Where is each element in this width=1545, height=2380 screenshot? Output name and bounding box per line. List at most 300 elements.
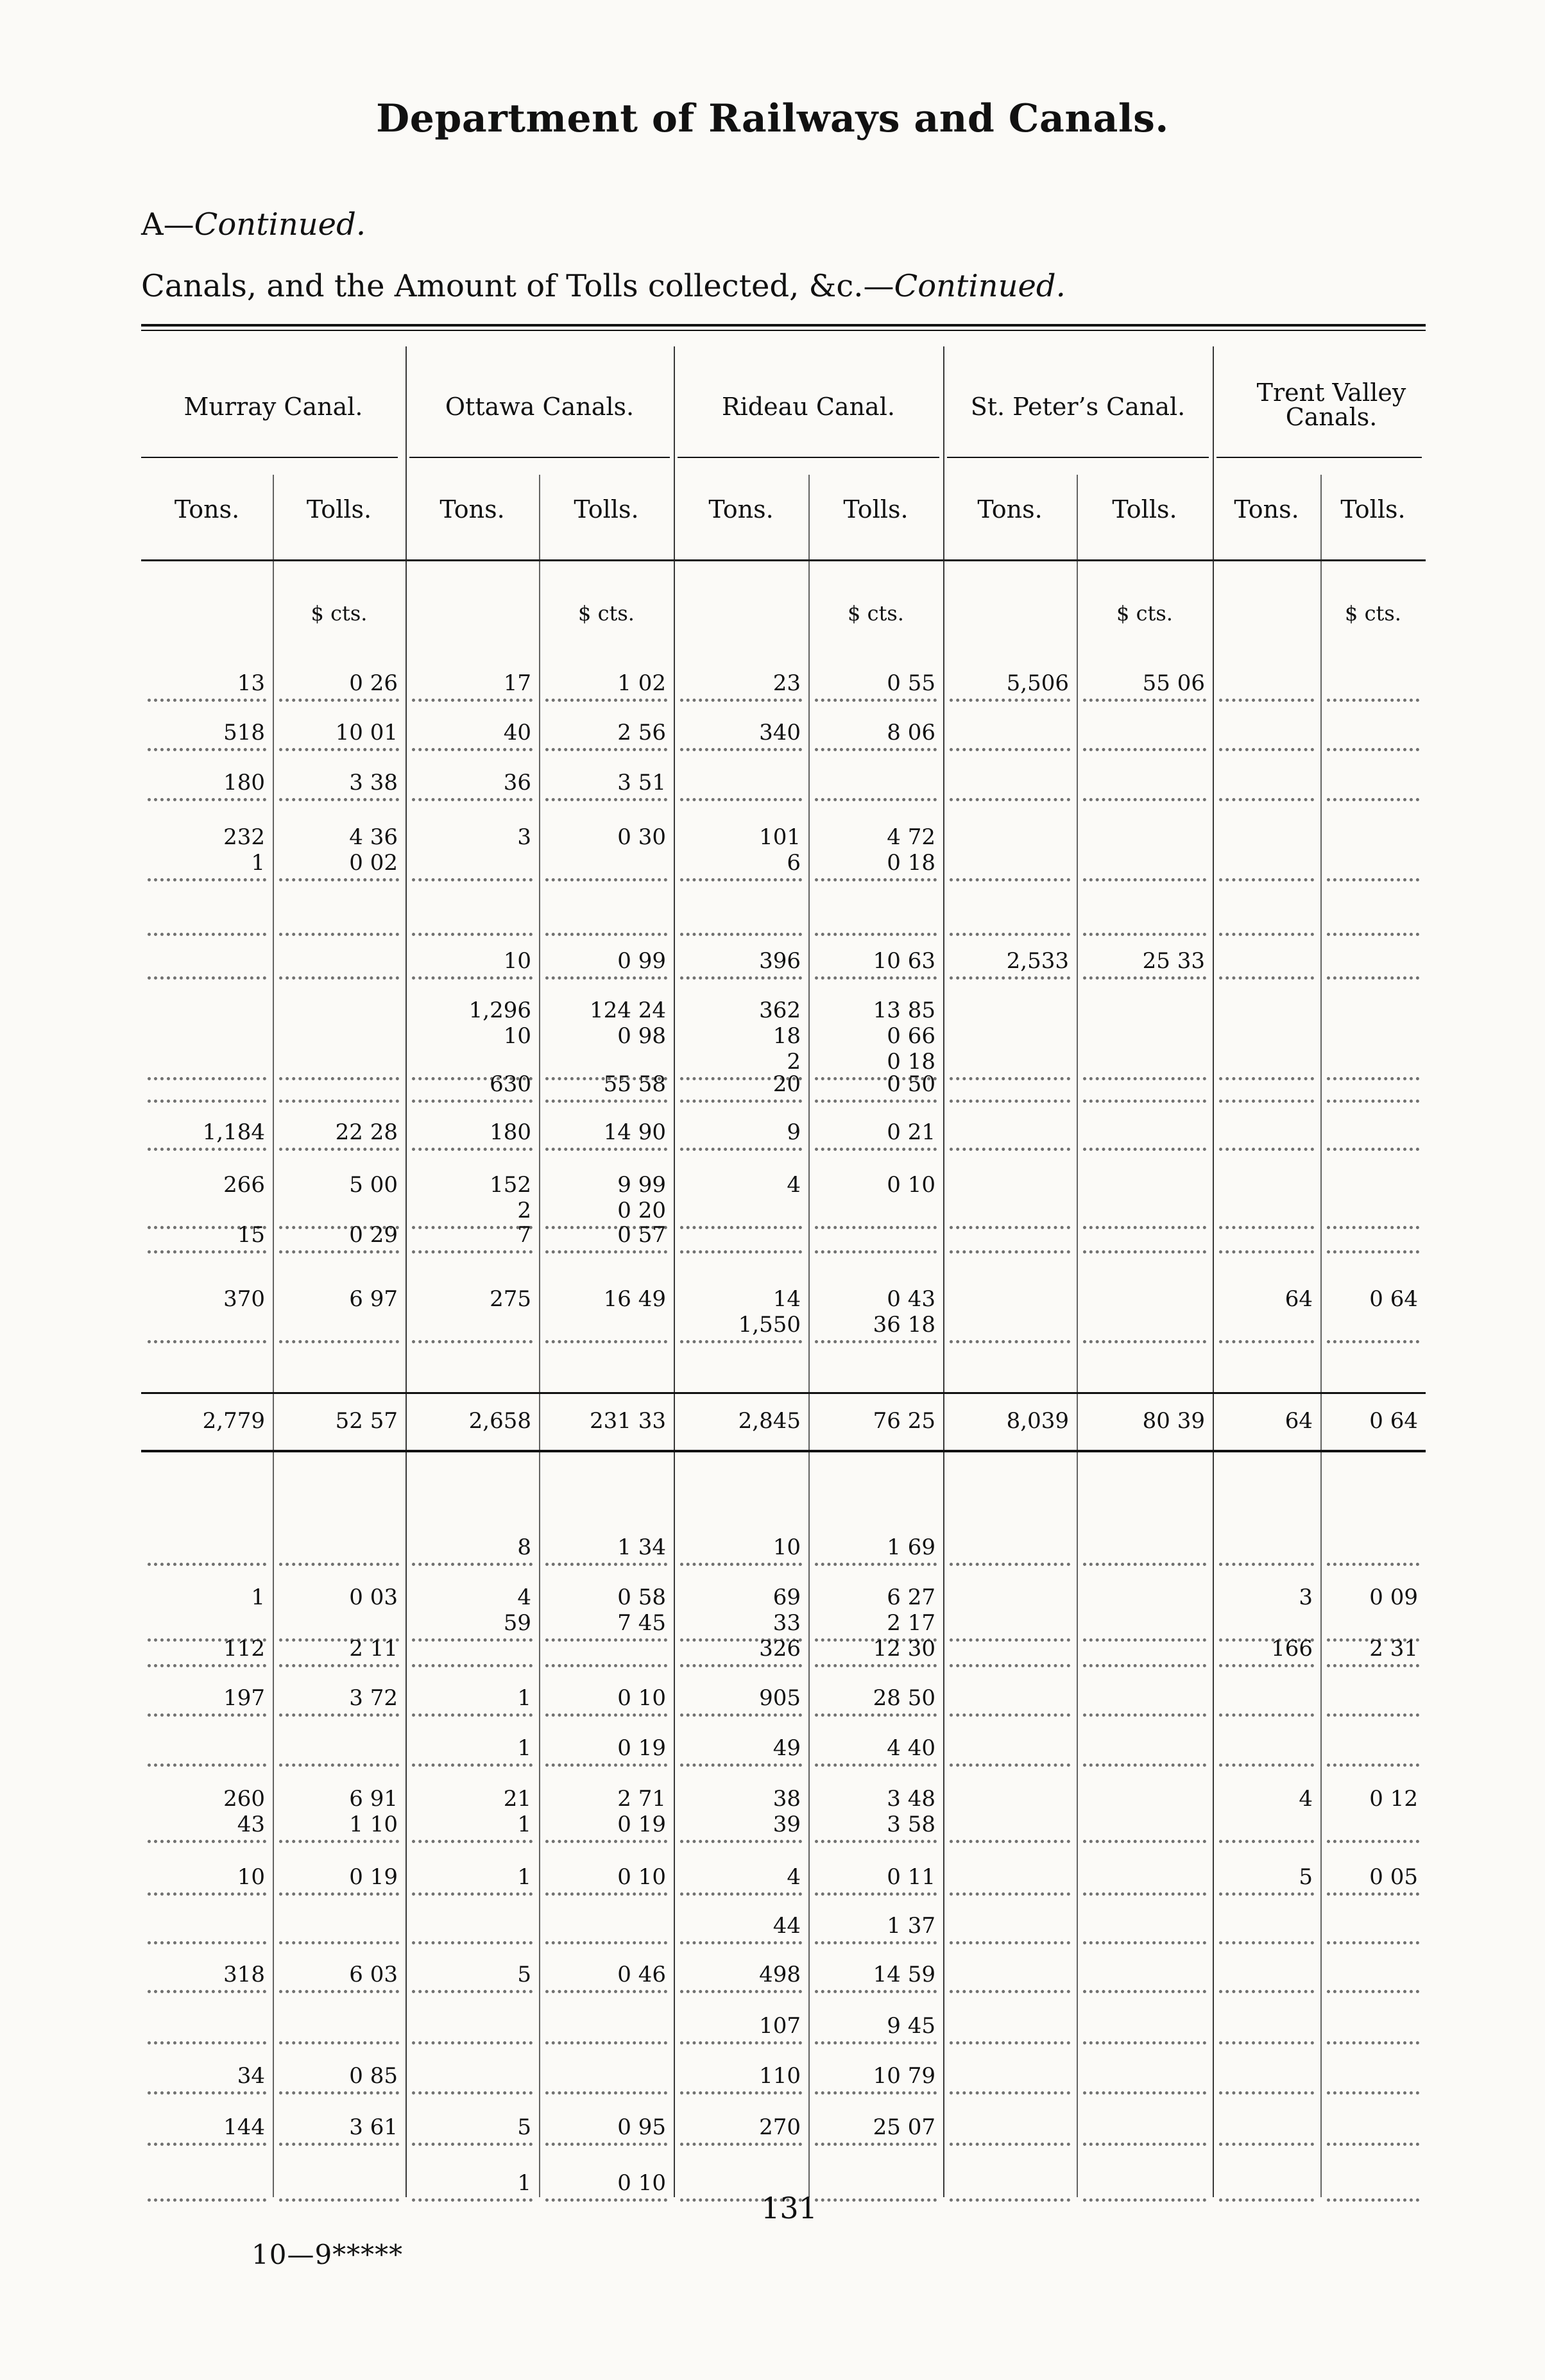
leader-dots: [950, 933, 1070, 936]
table-cell: 13: [237, 670, 265, 696]
total-cell: 52 57: [335, 1408, 398, 1434]
table-cell: 64: [1285, 1286, 1313, 1312]
table-cell: 17: [503, 670, 531, 696]
leader-dots: [148, 1713, 266, 1717]
table-cell: 180: [490, 1119, 531, 1145]
leader-dots: [950, 1892, 1070, 1896]
group-divider: [405, 346, 407, 2197]
total-cell: 2,658: [468, 1408, 531, 1434]
leader-dots: [279, 1764, 399, 1767]
table-cell: 5,506: [1006, 670, 1069, 696]
leader-dots: [279, 1840, 399, 1843]
leader-dots: [950, 798, 1070, 801]
table-cell: 1 10: [349, 1812, 398, 1837]
table-cell: 20: [772, 1071, 801, 1097]
leader-dots: [412, 699, 533, 702]
leader-dots: [950, 1840, 1070, 1843]
leader-dots: [680, 1713, 802, 1717]
leader-dots: [412, 1713, 533, 1717]
leader-dots: [1083, 1664, 1206, 1667]
table-cell: 4: [787, 1172, 801, 1198]
signature-mark: 10—9*****: [252, 2239, 404, 2270]
header-rule: [1216, 457, 1422, 458]
table-cell: 10: [237, 1864, 265, 1890]
leader-dots: [545, 1840, 667, 1843]
leader-dots: [815, 2041, 937, 2044]
table-cell: 0 09: [1369, 1585, 1418, 1610]
leader-dots: [545, 798, 667, 801]
table-cell: 1: [251, 850, 265, 876]
leader-dots: [1219, 798, 1314, 801]
leader-dots: [545, 699, 667, 702]
table-cell: 16 49: [603, 1286, 666, 1312]
leader-dots: [950, 1664, 1070, 1667]
table-cell: 0 99: [617, 948, 666, 974]
leader-dots: [815, 2143, 937, 2146]
table-cell: 6: [787, 850, 801, 876]
table-cell: 270: [759, 2114, 801, 2140]
leader-dots: [1327, 1764, 1419, 1767]
leader-dots: [950, 878, 1070, 881]
table-cell: 0 26: [349, 670, 398, 696]
leader-dots: [1083, 1226, 1206, 1229]
leader-dots: [545, 748, 667, 751]
table-cell: 40: [503, 720, 531, 745]
table-cell: 36 18: [873, 1312, 935, 1338]
table-cell: 0 19: [617, 1812, 666, 1837]
total-cell: 2,845: [738, 1408, 801, 1434]
unit-label: $ cts.: [311, 601, 368, 625]
table-cell: 0 43: [887, 1286, 935, 1312]
leader-dots: [1327, 1713, 1419, 1717]
leader-dots: [950, 976, 1070, 980]
table-cell: 55 58: [603, 1071, 666, 1097]
table-cell: 0 55: [887, 670, 935, 696]
table-cell: 2,533: [1006, 948, 1069, 974]
leader-dots: [1327, 2143, 1419, 2146]
table-cell: 1,550: [738, 1312, 801, 1338]
table-cell: 34: [237, 2063, 265, 2089]
leader-dots: [1219, 748, 1314, 751]
canal-header: Rideau Canal.: [722, 393, 895, 421]
leader-dots: [950, 2091, 1070, 2095]
table-cell: 0 58: [617, 1585, 666, 1610]
table-cell: 101: [759, 824, 801, 850]
leader-dots: [1327, 1840, 1419, 1843]
unit-label: $ cts.: [1116, 601, 1173, 625]
header-rule: [678, 457, 939, 458]
column-header: Tons.: [708, 495, 774, 523]
leader-dots: [1219, 2198, 1314, 2202]
table-cell: 33: [772, 1610, 801, 1636]
leader-dots: [1327, 699, 1419, 702]
leader-dots: [545, 1563, 667, 1566]
canal-header: St. Peter’s Canal.: [970, 393, 1186, 421]
table-cell: 2: [787, 1049, 801, 1075]
table-cell: 1,184: [202, 1119, 265, 1145]
table-cell: 124 24: [590, 998, 666, 1023]
leader-dots: [950, 1250, 1070, 1254]
table-cell: 22 28: [335, 1119, 398, 1145]
leader-dots: [1083, 2091, 1206, 2095]
table-cell: 18: [772, 1023, 801, 1049]
section-label: [141, 207, 366, 242]
top-rule-thin: [141, 330, 1426, 331]
leader-dots: [412, 1892, 533, 1896]
table-cell: 4 72: [887, 824, 935, 850]
leader-dots: [148, 1077, 266, 1080]
table-cell: 0 64: [1369, 1286, 1418, 1312]
leader-dots: [148, 1941, 266, 1944]
leader-dots: [148, 1148, 266, 1151]
leader-dots: [148, 878, 266, 881]
table-cell: 14: [772, 1286, 801, 1312]
canal-header: Murray Canal.: [184, 393, 363, 421]
table-cell: 10: [772, 1534, 801, 1560]
leader-dots: [1219, 1100, 1314, 1103]
leader-dots: [680, 1148, 802, 1151]
leader-dots: [680, 1664, 802, 1667]
table-cell: 3 58: [887, 1812, 935, 1837]
leader-dots: [815, 1764, 937, 1767]
leader-dots: [815, 1148, 937, 1151]
leader-dots: [1327, 1148, 1419, 1151]
subtitle-main: Canals, and the Amount of Tolls collected, &c.—: [141, 268, 894, 304]
table-cell: 340: [759, 720, 801, 745]
leader-dots: [1219, 1892, 1314, 1896]
leader-dots: [1219, 1664, 1314, 1667]
table-cell: 232: [223, 824, 265, 850]
leader-dots: [680, 1990, 802, 1993]
table-cell: 36: [503, 770, 531, 795]
table-cell: 197: [223, 1685, 265, 1711]
leader-dots: [279, 1077, 399, 1080]
leader-dots: [815, 1941, 937, 1944]
leader-dots: [1327, 1077, 1419, 1080]
table-cell: 49: [772, 1735, 801, 1761]
column-header: Tolls.: [1112, 495, 1177, 523]
leader-dots: [1327, 1100, 1419, 1103]
leader-dots: [1327, 1990, 1419, 1993]
leader-dots: [1327, 1892, 1419, 1896]
table-cell: 0 05: [1369, 1864, 1418, 1890]
column-header: Tons.: [1234, 495, 1299, 523]
leader-dots: [680, 798, 802, 801]
leader-dots: [680, 878, 802, 881]
total-cell: 231 33: [590, 1408, 666, 1434]
leader-dots: [545, 1250, 667, 1254]
table-cell: 370: [223, 1286, 265, 1312]
total-cell: 80 39: [1142, 1408, 1205, 1434]
table-cell: 1: [251, 1585, 265, 1610]
leader-dots: [1083, 1250, 1206, 1254]
leader-dots: [1327, 2091, 1419, 2095]
table-cell: 4 40: [887, 1735, 935, 1761]
leader-dots: [950, 1764, 1070, 1767]
leader-dots: [815, 798, 937, 801]
canal-header: Ottawa Canals.: [445, 393, 635, 421]
leader-dots: [545, 933, 667, 936]
table-cell: 0 02: [349, 850, 398, 876]
table-cell: 14 90: [603, 1119, 666, 1145]
leader-dots: [1083, 933, 1206, 936]
leader-dots: [680, 748, 802, 751]
leader-dots: [148, 1100, 266, 1103]
table-cell: 15: [237, 1222, 265, 1248]
leader-dots: [1327, 2198, 1419, 2202]
leader-dots: [1083, 1077, 1206, 1080]
table-cell: 7: [517, 1222, 531, 1248]
column-header: Tolls.: [306, 495, 372, 523]
leader-dots: [1083, 878, 1206, 881]
leader-dots: [1083, 1563, 1206, 1566]
leader-dots: [1083, 1713, 1206, 1717]
leader-dots: [148, 1764, 266, 1767]
totals-bottom-rule: [141, 1450, 1426, 1452]
page-number: 131: [761, 2191, 817, 2225]
leader-dots: [680, 2041, 802, 2044]
leader-dots: [279, 976, 399, 980]
leader-dots: [1083, 798, 1206, 801]
table-cell: 905: [759, 1685, 801, 1711]
leader-dots: [1327, 1664, 1419, 1667]
leader-dots: [680, 1764, 802, 1767]
leader-dots: [680, 976, 802, 980]
leader-dots: [545, 976, 667, 980]
leader-dots: [545, 2091, 667, 2095]
leader-dots: [1327, 976, 1419, 980]
table-cell: 10: [503, 948, 531, 974]
leader-dots: [1083, 1840, 1206, 1843]
leader-dots: [279, 1713, 399, 1717]
leader-dots: [148, 2198, 266, 2202]
leader-dots: [815, 1713, 937, 1717]
table-cell: 6 27: [887, 1585, 935, 1610]
total-cell: 76 25: [873, 1408, 935, 1434]
leader-dots: [1219, 1340, 1314, 1343]
header-rule: [141, 457, 398, 458]
leader-dots: [1219, 1148, 1314, 1151]
leader-dots: [680, 933, 802, 936]
leader-dots: [1327, 1340, 1419, 1343]
table-cell: 0 98: [617, 1023, 666, 1049]
table-cell: 0 30: [617, 824, 666, 850]
leader-dots: [148, 748, 266, 751]
canal-header: Trent Valley Canals.: [1256, 378, 1406, 431]
leader-dots: [1327, 878, 1419, 881]
leader-dots: [950, 1100, 1070, 1103]
total-cell: 8,039: [1006, 1408, 1069, 1434]
leader-dots: [412, 798, 533, 801]
leader-dots: [279, 933, 399, 936]
table-cell: 2: [517, 1198, 531, 1223]
table-cell: 166: [1271, 1636, 1313, 1662]
total-cell: 2,779: [202, 1408, 265, 1434]
leader-dots: [545, 1990, 667, 1993]
leader-dots: [1327, 798, 1419, 801]
table-cell: 498: [759, 1962, 801, 1987]
leader-dots: [1219, 1563, 1314, 1566]
leader-dots: [148, 1563, 266, 1566]
table-cell: 112: [223, 1636, 265, 1662]
leader-dots: [148, 933, 266, 936]
leader-dots: [545, 1664, 667, 1667]
leader-dots: [815, 878, 937, 881]
leader-dots: [815, 2091, 937, 2095]
leader-dots: [148, 1340, 266, 1343]
table-cell: 318: [223, 1962, 265, 1987]
leader-dots: [680, 1941, 802, 1944]
table-cell: 1: [517, 1812, 531, 1837]
table-cell: 3 51: [617, 770, 666, 795]
table-cell: 9 45: [887, 2013, 935, 2039]
column-header: Tons.: [174, 495, 240, 523]
leader-dots: [1219, 1990, 1314, 1993]
leader-dots: [279, 1100, 399, 1103]
table-cell: 43: [237, 1812, 265, 1837]
table-cell: 10 01: [335, 720, 398, 745]
table-cell: 1: [517, 1685, 531, 1711]
leader-dots: [680, 1250, 802, 1254]
leader-dots: [950, 699, 1070, 702]
leader-dots: [1083, 2143, 1206, 2146]
table-cell: 0 20: [617, 1198, 666, 1223]
table-cell: 1: [517, 1864, 531, 1890]
table-cell: 4: [1299, 1786, 1313, 1812]
unit-label: $ cts.: [578, 601, 635, 625]
table-cell: 0 46: [617, 1962, 666, 1987]
leader-dots: [950, 1713, 1070, 1717]
table-cell: 144: [223, 2114, 265, 2140]
leader-dots: [815, 1340, 937, 1343]
section-letter: A—: [141, 207, 194, 242]
leader-dots: [279, 1941, 399, 1944]
leader-dots: [815, 748, 937, 751]
table-cell: 0 85: [349, 2063, 398, 2089]
leader-dots: [545, 1148, 667, 1151]
table-cell: 13 85: [873, 998, 935, 1023]
page-title: Department of Railways and Canals.: [376, 96, 1169, 141]
leader-dots: [279, 1892, 399, 1896]
column-header: Tolls.: [843, 495, 909, 523]
table-cell: 275: [490, 1286, 531, 1312]
table-cell: 3: [517, 824, 531, 850]
leader-dots: [412, 1148, 533, 1151]
leader-dots: [545, 1892, 667, 1896]
leader-dots: [412, 2143, 533, 2146]
table-cell: 0 10: [617, 1864, 666, 1890]
table-cell: 326: [759, 1636, 801, 1662]
table-cell: 0 10: [617, 2170, 666, 2196]
leader-dots: [680, 1892, 802, 1896]
leader-dots: [1083, 1764, 1206, 1767]
table-cell: 1 34: [617, 1534, 666, 1560]
leader-dots: [279, 1664, 399, 1667]
leader-dots: [545, 1941, 667, 1944]
table-cell: 6 03: [349, 1962, 398, 1987]
leader-dots: [148, 699, 266, 702]
table-cell: 2 17: [887, 1610, 935, 1636]
leader-dots: [279, 1990, 399, 1993]
table-cell: 0 12: [1369, 1786, 1418, 1812]
table-cell: 0 21: [887, 1119, 935, 1145]
leader-dots: [279, 878, 399, 881]
table-cell: 5: [517, 1962, 531, 1987]
leader-dots: [545, 1713, 667, 1717]
leader-dots: [148, 2091, 266, 2095]
table-cell: 8: [517, 1534, 531, 1560]
table-cell: 1: [517, 1735, 531, 1761]
leader-dots: [680, 2143, 802, 2146]
leader-dots: [1327, 1941, 1419, 1944]
section-continued: Continued.: [194, 207, 366, 242]
leader-dots: [545, 1100, 667, 1103]
leader-dots: [545, 2041, 667, 2044]
leader-dots: [148, 1250, 266, 1254]
leader-dots: [412, 2198, 533, 2202]
table-cell: 2 56: [617, 720, 666, 745]
leader-dots: [1083, 2198, 1206, 2202]
leader-dots: [680, 2091, 802, 2095]
table-cell: 55 06: [1142, 670, 1205, 696]
leader-dots: [412, 748, 533, 751]
leader-dots: [412, 976, 533, 980]
leader-dots: [950, 2143, 1070, 2146]
table-cell: 6 97: [349, 1286, 398, 1312]
table-cell: 5: [1299, 1864, 1313, 1890]
table-cell: 9 99: [617, 1172, 666, 1198]
total-cell: 64: [1285, 1408, 1313, 1434]
table-cell: 0 66: [887, 1023, 935, 1049]
table-cell: 3 72: [349, 1685, 398, 1711]
header-rule: [947, 457, 1209, 458]
column-header: Tolls.: [574, 495, 639, 523]
subtitle-continued: Continued.: [894, 268, 1066, 304]
leader-dots: [1219, 1713, 1314, 1717]
leader-dots: [950, 1148, 1070, 1151]
table-cell: 1 69: [887, 1534, 935, 1560]
leader-dots: [1219, 878, 1314, 881]
leader-dots: [1083, 1941, 1206, 1944]
table-cell: 6 91: [349, 1786, 398, 1812]
leader-dots: [545, 1340, 667, 1343]
leader-dots: [148, 1990, 266, 1993]
leader-dots: [279, 2198, 399, 2202]
leader-dots: [1219, 2041, 1314, 2044]
column-header: Tons.: [977, 495, 1043, 523]
leader-dots: [412, 1840, 533, 1843]
header-rule: [409, 457, 670, 458]
leader-dots: [412, 2091, 533, 2095]
leader-dots: [412, 1941, 533, 1944]
leader-dots: [815, 1563, 937, 1566]
table-cell: 2 31: [1369, 1636, 1418, 1662]
leader-dots: [1219, 2143, 1314, 2146]
leader-dots: [680, 1226, 802, 1229]
leader-dots: [1219, 1840, 1314, 1843]
table-cell: 9: [787, 1119, 801, 1145]
table-subtitle: [141, 268, 1066, 304]
leader-dots: [148, 798, 266, 801]
table-cell: 1: [517, 2170, 531, 2196]
table-cell: 2 11: [349, 1636, 398, 1662]
column-divider: [1077, 475, 1078, 2197]
table-cell: 0 18: [887, 850, 935, 876]
leader-dots: [412, 2041, 533, 2044]
leader-dots: [1219, 976, 1314, 980]
leader-dots: [815, 1100, 937, 1103]
total-cell: 0 64: [1369, 1408, 1418, 1434]
